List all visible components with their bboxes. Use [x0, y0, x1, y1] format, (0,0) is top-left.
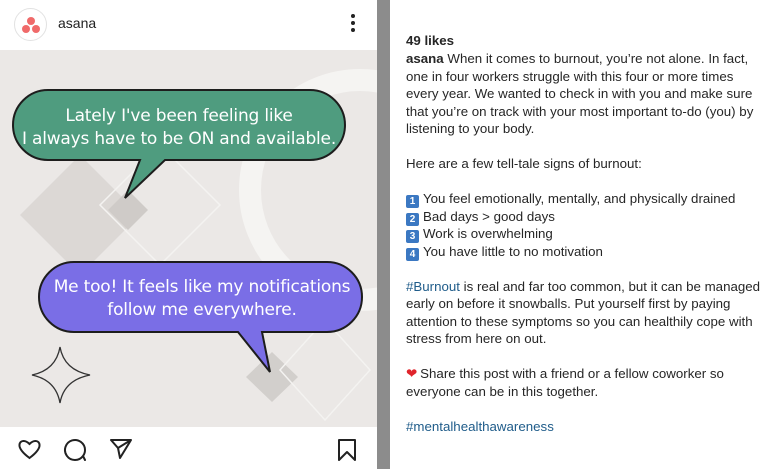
- caption-username[interactable]: asana: [406, 51, 444, 66]
- sign-text: Bad days > good days: [423, 208, 555, 224]
- save-bookmark-icon[interactable]: [337, 438, 357, 462]
- speech-bubble-green: [14, 105, 344, 151]
- hashtag-burnout-link[interactable]: #Burnout: [406, 278, 460, 294]
- caption-text: When it comes to burnout, you’re not alone. In fact,: [447, 51, 749, 66]
- post-header: [0, 0, 377, 50]
- signs-heading: Here are a few tell-tale signs of burnout:: [406, 156, 642, 171]
- bubble-line: follow me everywhere.: [107, 300, 297, 320]
- bubble-line: Lately I've been feeling like: [65, 106, 293, 126]
- sign-item: [406, 190, 735, 208]
- bubble-line: Me too! It feels like my notifications: [53, 277, 351, 297]
- post-username[interactable]: asana: [58, 15, 97, 31]
- sign-item: [406, 225, 553, 243]
- caption-line: stress from here on out.: [406, 331, 547, 346]
- caption-line: [406, 278, 760, 296]
- sign-item: [406, 208, 555, 226]
- likes-count[interactable]: 49 likes: [406, 33, 455, 48]
- post-image: [0, 50, 377, 427]
- instagram-post: [0, 0, 377, 469]
- caption-line: [406, 50, 748, 68]
- sign-text: You have little to no motivation: [423, 243, 603, 259]
- keycap-number-icon: 2: [406, 213, 419, 226]
- caption-text: is real and far too common, but it can be managed: [459, 278, 761, 294]
- caption-line: that you’re on track with your most important to-do (you) by: [406, 103, 754, 119]
- keycap-number-icon: 1: [406, 195, 419, 208]
- share-send-icon[interactable]: [109, 438, 133, 460]
- caption-line: one in four workers struggle with this four or more times: [406, 68, 734, 84]
- caption-line: every year. We wanted to check in with you and make sure: [406, 86, 753, 101]
- caption-line: early on before it snowballs. Put yourself first by paying: [406, 296, 731, 311]
- keycap-number-icon: 3: [406, 230, 419, 243]
- bubble-line: I always have to be ON and available.: [21, 129, 337, 149]
- caption-line: [406, 365, 724, 383]
- sign-item: [406, 243, 603, 261]
- keycap-number-icon: 4: [406, 248, 419, 261]
- comment-icon[interactable]: [63, 438, 87, 462]
- asana-logo-avatar[interactable]: [14, 8, 47, 41]
- red-heart-icon: ❤: [406, 366, 418, 381]
- sign-text: You feel emotionally, mentally, and physically drained: [423, 191, 736, 206]
- hashtag-mentalhealthawareness-link[interactable]: #mentalhealthawareness: [406, 418, 554, 434]
- post-actions: [0, 427, 377, 469]
- panel-divider: [377, 0, 390, 469]
- sign-text: Work is overwhelming: [423, 226, 553, 241]
- like-heart-icon[interactable]: [17, 438, 42, 460]
- caption-line: listening to your body.: [406, 121, 535, 136]
- caption-panel: [390, 0, 768, 469]
- caption-line: attention to these symptoms so you can healthily cope with: [406, 313, 753, 329]
- caption-line: everyone can be in this together.: [406, 383, 599, 399]
- caption-text: Share this post with a friend or a fellow coworker so: [420, 366, 724, 381]
- more-options-icon[interactable]: [346, 12, 360, 36]
- speech-bubble-purple: [40, 276, 364, 322]
